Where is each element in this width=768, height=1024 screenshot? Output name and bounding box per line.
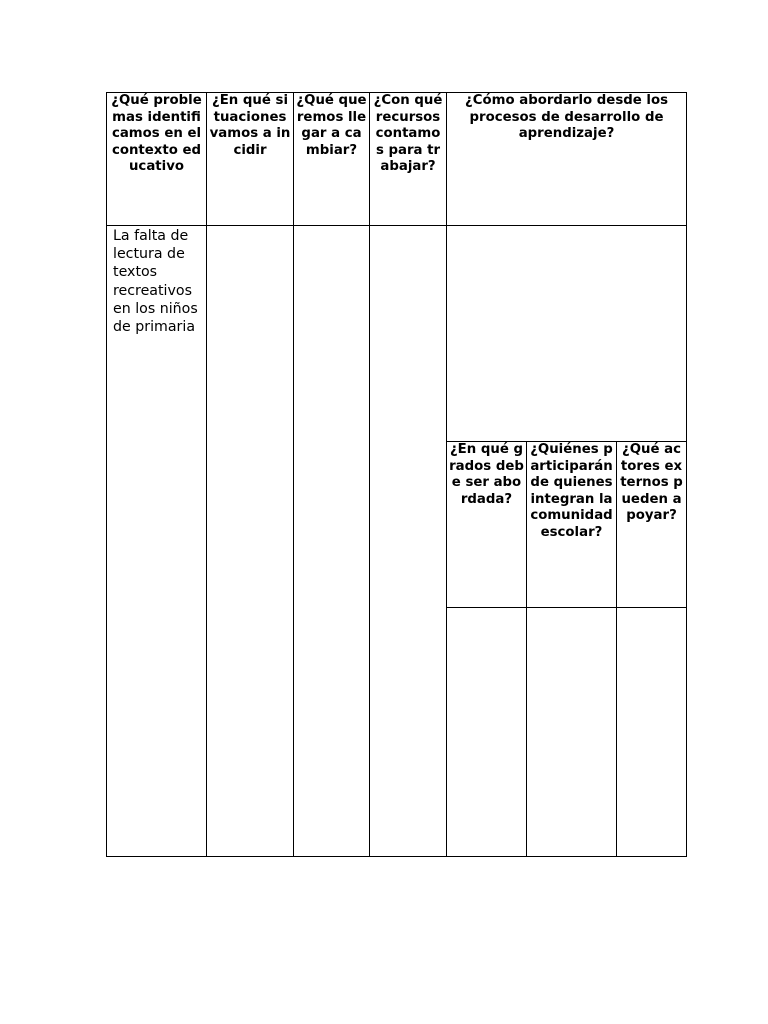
- header-cell-resources: [370, 93, 447, 226]
- cell-external: [617, 608, 687, 857]
- cell-resources: [370, 226, 447, 857]
- header-cell-approach: [447, 93, 687, 226]
- header-approach: ¿Cómo abordarlo desde los procesos de desarrollo de aprendizaje?: [465, 93, 669, 142]
- header-cell-problems: [107, 93, 207, 226]
- header-cell-situations: [207, 93, 294, 226]
- header-row: [107, 93, 687, 226]
- header-cell-change: [294, 93, 370, 226]
- problem-text: La falta de lectura de textos recreativos en los niños de primaria: [113, 228, 198, 336]
- subheader-participants: ¿Quiénes participarán de quienes integran la comunidad escolar?: [530, 442, 613, 540]
- cell-approach: [447, 226, 687, 442]
- cell-change: [294, 226, 370, 857]
- subheader-grades: ¿En qué grados debe ser abordada?: [449, 442, 524, 507]
- cell-problem: [107, 226, 207, 857]
- planning-table: [106, 92, 687, 857]
- cell-participants: [527, 608, 617, 857]
- subheader-external: ¿Qué actores externos pueden apoyar?: [620, 442, 683, 524]
- subheader-cell-grades: [447, 442, 527, 608]
- subheader-cell-external: [617, 442, 687, 608]
- cell-situations: [207, 226, 294, 857]
- cell-grades: [447, 608, 527, 857]
- header-situations: ¿En qué situaciones vamos a incidir: [209, 93, 291, 158]
- header-resources: ¿Con qué recursos contamos para trabajar?: [373, 93, 443, 175]
- header-change: ¿Qué queremos llegar a cambiar?: [296, 93, 367, 158]
- header-problems: ¿Qué problemas identificamos en el contexto educativo: [111, 93, 202, 175]
- body-row-upper: [107, 226, 687, 442]
- subheader-cell-participants: [527, 442, 617, 608]
